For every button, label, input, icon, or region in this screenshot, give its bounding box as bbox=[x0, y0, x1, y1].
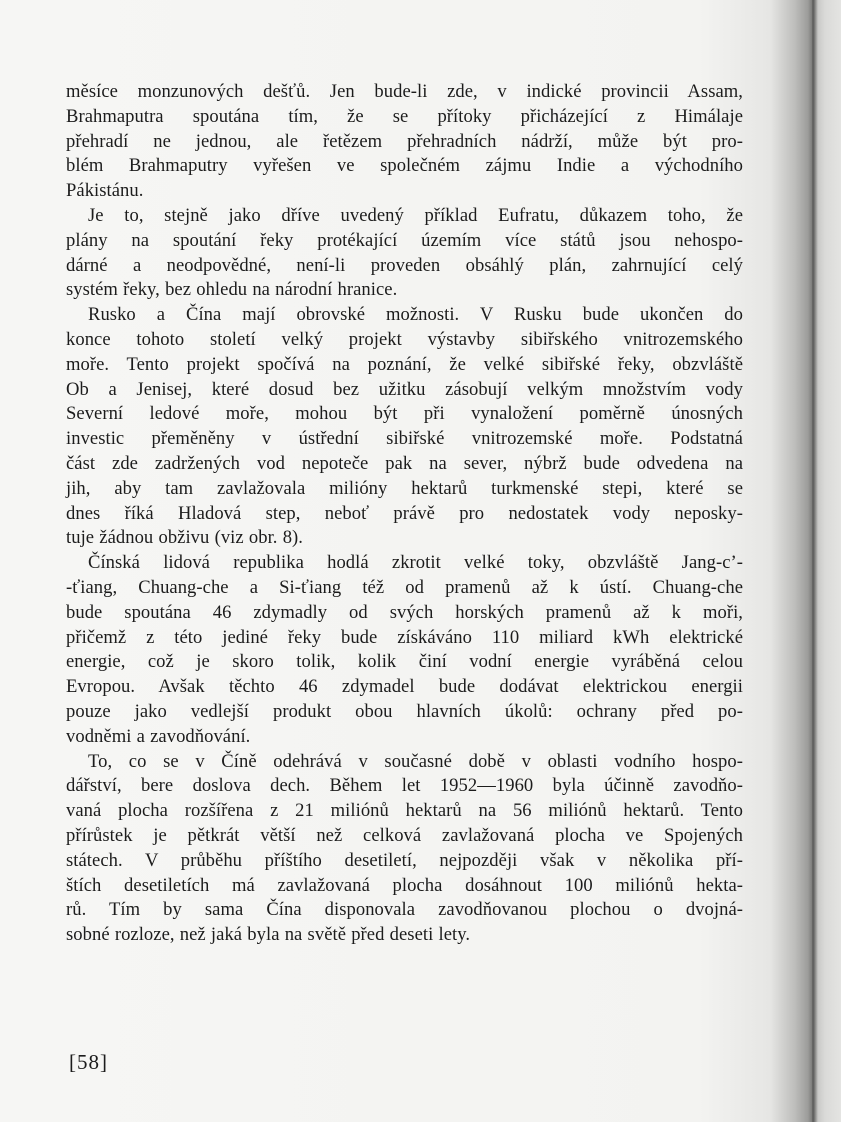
text-line: pouze jako vedlejší produkt obou hlavních úkolů: ochrany před po- bbox=[66, 700, 743, 722]
text-line: štích desetiletích má zavlažovaná plocha dosáhnout 100 miliónů hekta- bbox=[66, 874, 743, 896]
text-line: rů. Tím by sama Čína disponovala zavodňovanou plochou o dvojná- bbox=[66, 899, 743, 921]
text-line: investic přeměněny v ústřední sibiřské vnitrozemské moře. Podstatná bbox=[66, 428, 743, 450]
text-line: Čínská lidová republika hodlá zkrotit velké toky, obzvláště Jang-c’- bbox=[88, 552, 743, 574]
book-spine-shadow bbox=[812, 0, 814, 1122]
text-line: Brahmaputra spoutána tím, že se přítoky přicházející z Himálaje bbox=[66, 105, 743, 127]
text-line: část zde zadržených vod nepoteče pak na sever, nýbrž bude odvedena na bbox=[66, 452, 743, 474]
text-line: dárné a neodpovědné, není-li proveden obsáhlý plán, zahrnující celý bbox=[66, 254, 743, 276]
text-line: To, co se v Číně odehrává v současné době v oblasti vodního hospo- bbox=[88, 750, 743, 772]
page-number: [58] bbox=[69, 1050, 108, 1074]
body-text bbox=[66, 80, 743, 948]
paragraph-2 bbox=[66, 204, 743, 303]
text-line: vodněmi a zavodňování. bbox=[66, 725, 251, 747]
text-line: přičemž z této jediné řeky bude získáváno 110 miliard kWh elektrické bbox=[66, 626, 743, 648]
text-line: bude spoutána 46 zdymadly od svých horských pramenů až k moři, bbox=[66, 601, 743, 623]
text-line: přehradí ne jednou, ale řetězem přehradních nádrží, může být pro- bbox=[66, 130, 743, 152]
text-line: konce tohoto století velký projekt výstavby sibiřského vnitrozemského bbox=[66, 328, 743, 350]
text-line: vaná plocha rozšířena z 21 miliónů hektarů na 56 miliónů hektarů. Tento bbox=[66, 800, 743, 822]
text-line: Evropou. Avšak těchto 46 zdymadel bude dodávat elektrickou energii bbox=[66, 676, 743, 698]
text-line: blém Brahmaputry vyřešen ve společném zájmu Indie a východního bbox=[66, 155, 743, 177]
text-line: Ob a Jenisej, které dosud bez užitku zásobují velkým množstvím vody bbox=[66, 378, 743, 400]
text-line: sobné rozloze, než jaká byla na světě před deseti lety. bbox=[66, 924, 471, 946]
paragraph-1 bbox=[66, 80, 743, 204]
text-line: Severní ledové moře, mohou být při vynaložení poměrně únosných bbox=[66, 403, 743, 425]
paragraph-3 bbox=[66, 303, 743, 551]
text-line: tuje žádnou obživu (viz obr. 8). bbox=[66, 527, 303, 549]
text-line: jih, aby tam zavlažovala milióny hektarů turkmenské stepi, které se bbox=[66, 477, 743, 499]
text-line: plány na spoutání řeky protékající územím více států jsou nehospo- bbox=[66, 229, 743, 251]
text-line: přírůstek je pětkrát větší než celková zavlažovaná plocha ve Spojených bbox=[66, 824, 743, 846]
paragraph-5 bbox=[66, 750, 743, 948]
text-line: Pákistánu. bbox=[66, 180, 144, 202]
text-line: státech. V průběhu příštího desetiletí, nejpozději však v několika pří- bbox=[66, 849, 743, 871]
text-line: energie, což je skoro tolik, kolik činí vodní energie vyráběná celou bbox=[66, 651, 743, 673]
text-line: -ťiang, Chuang-che a Si-ťiang též od pramenů až k ústí. Chuang-che bbox=[66, 576, 743, 598]
text-line: Rusko a Čína mají obrovské možnosti. V Rusku bude ukončen do bbox=[88, 304, 743, 326]
paragraph-4 bbox=[66, 551, 743, 749]
text-line: dnes říká Hladová step, neboť právě pro nedostatek vody neposky- bbox=[66, 502, 743, 524]
text-line: systém řeky, bez ohledu na národní hranice. bbox=[66, 279, 398, 301]
text-line: Je to, stejně jako dříve uvedený příklad Eufratu, důkazem toho, že bbox=[88, 204, 743, 226]
text-line: dářství, bere doslova dech. Během let 1952—1960 byla účinně zavodňo- bbox=[66, 775, 743, 797]
text-line: moře. Tento projekt spočívá na poznání, že velké sibiřské řeky, obzvláště bbox=[66, 353, 743, 375]
text-line: měsíce monzunových dešťů. Jen bude-li zde, v indické provincii Assam, bbox=[66, 81, 743, 102]
